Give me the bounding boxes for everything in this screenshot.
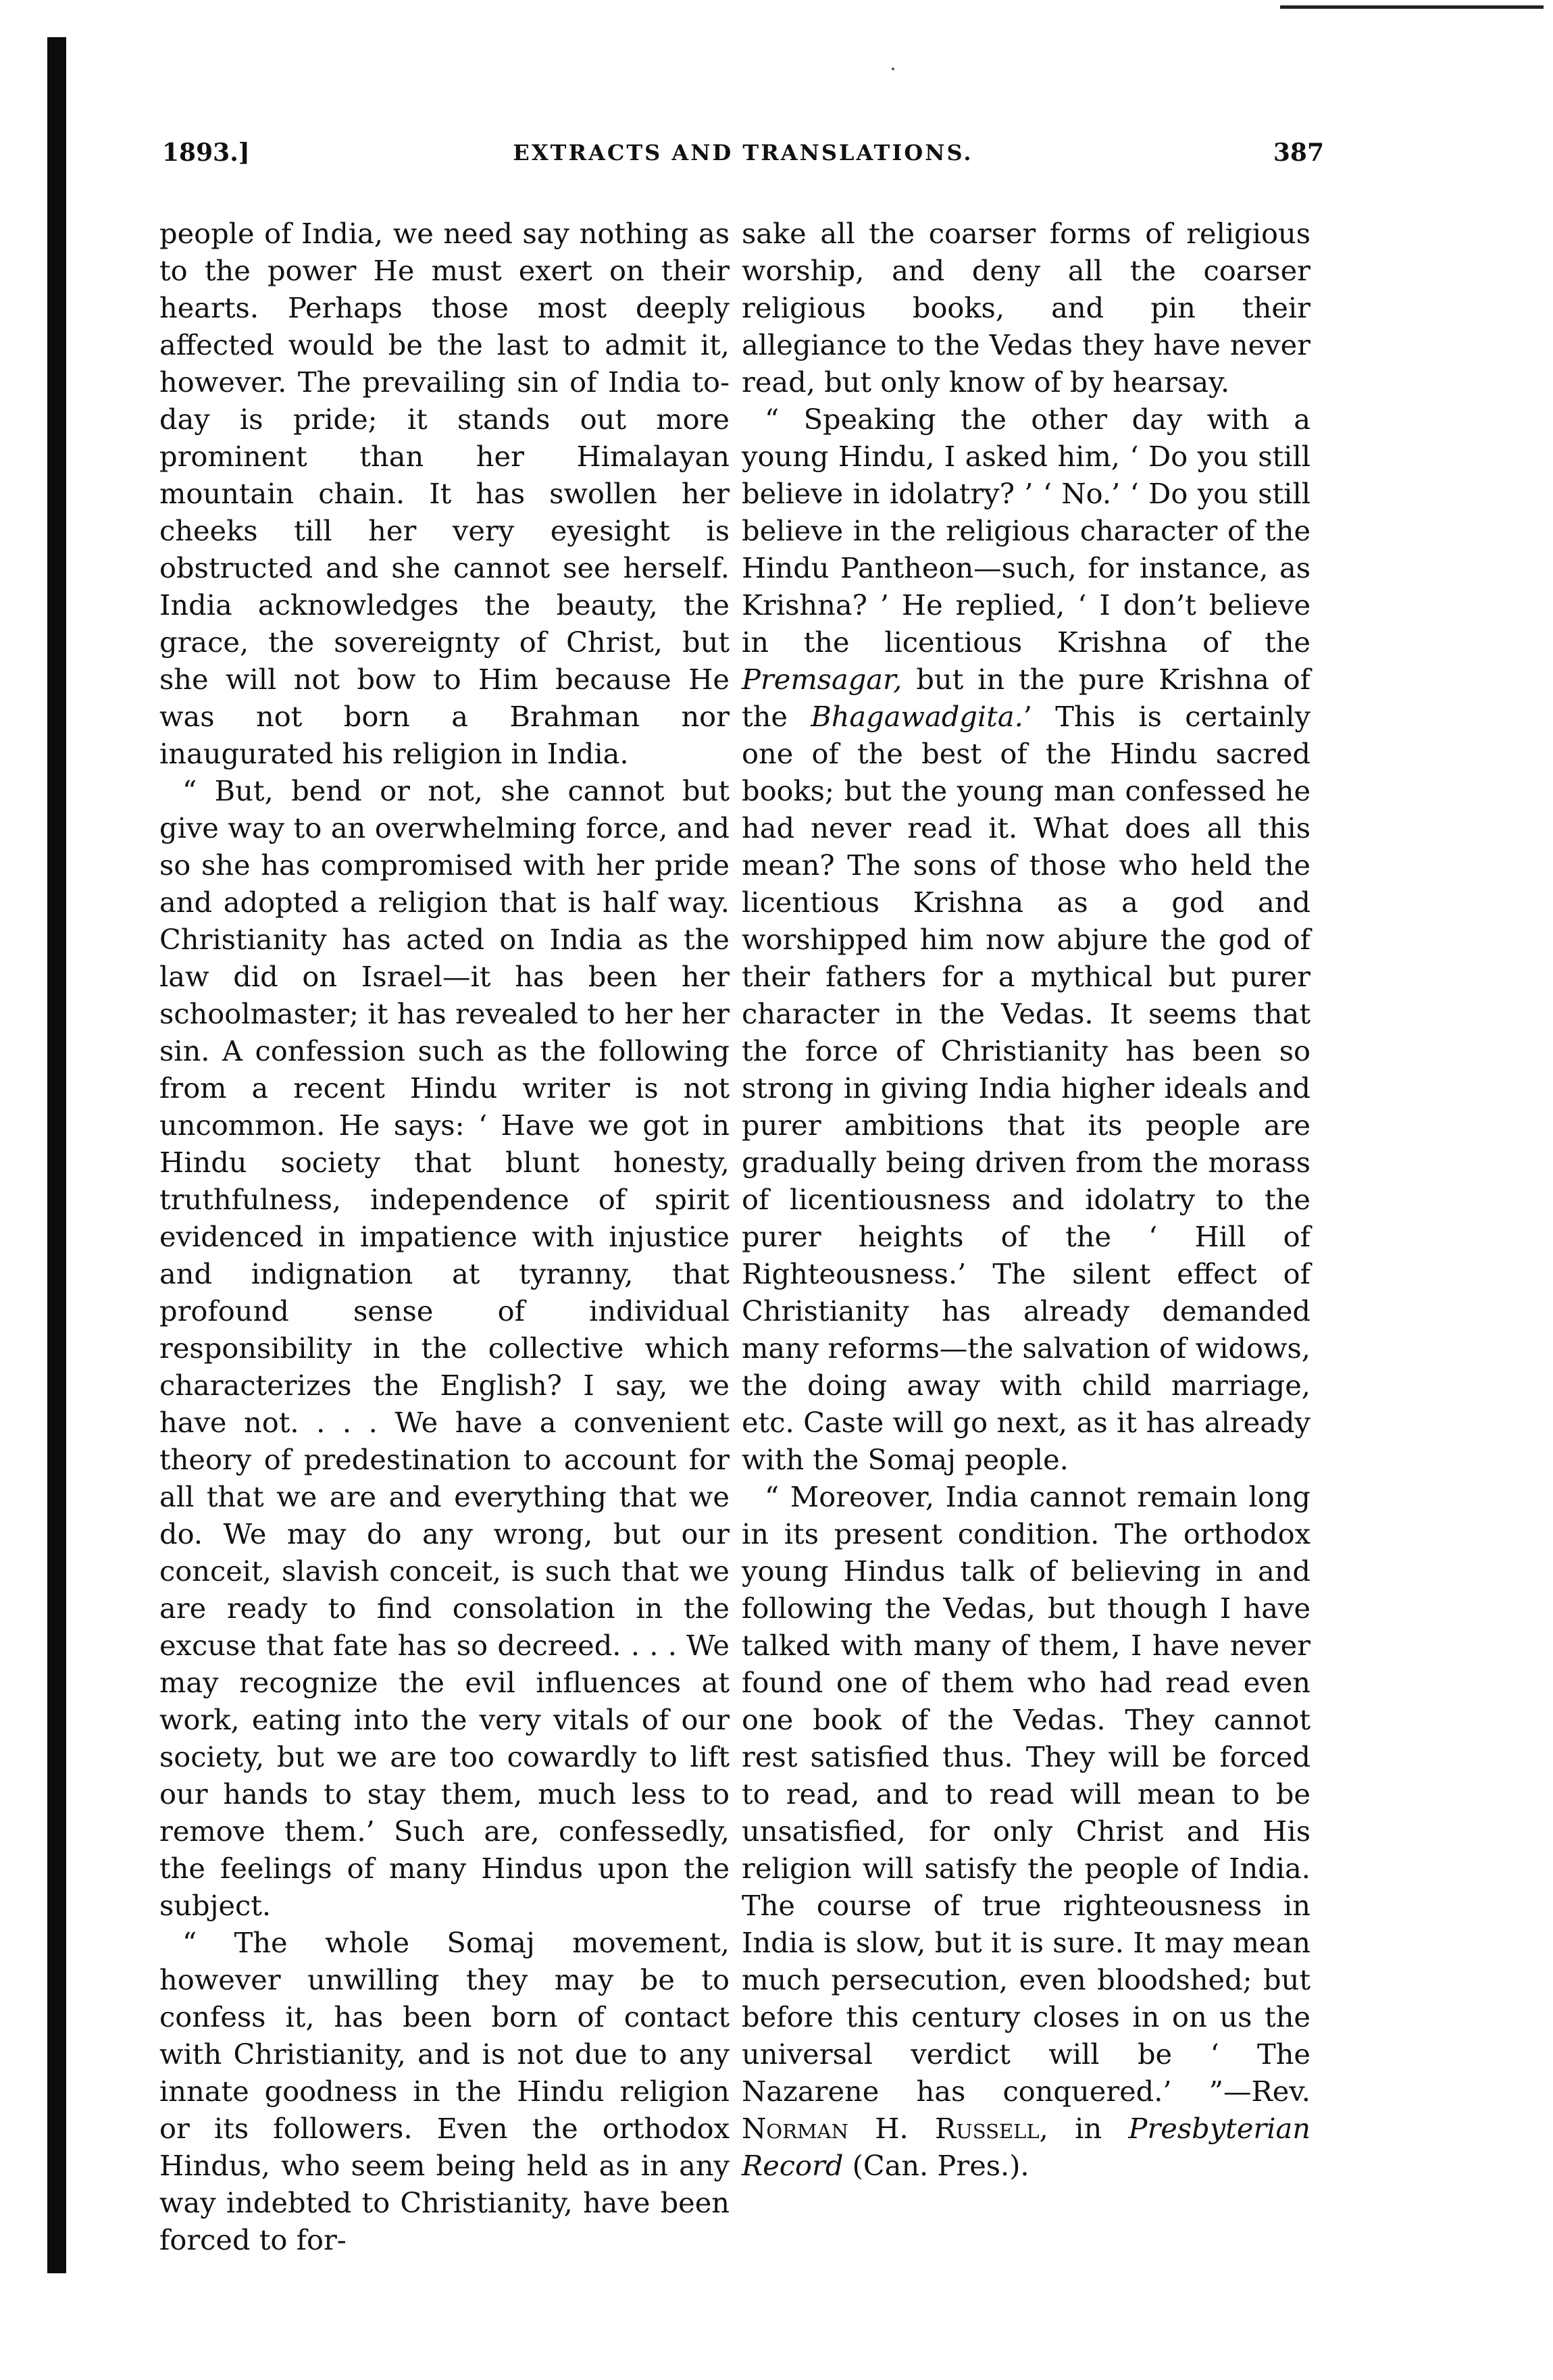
corner-rule bbox=[1280, 5, 1544, 9]
right-paragraph-3 bbox=[742, 1478, 1310, 2184]
source-publication: Presbyterian Record bbox=[742, 2112, 1310, 2182]
running-header bbox=[162, 138, 1324, 179]
right-paragraph-2 bbox=[742, 401, 1310, 1478]
left-paragraph-2: “ But, bend or not, she cannot but give way to an overwhelming force, and so she has compromised with her pride and adopted a religion that is half way. Christianity has acted on India as the law did on Israel—it has been her schoolmaster; it has revealed to her her sin. A confession such as the following from a recent Hindu writer is not uncommon. He says: ‘ Have we got in Hindu society that blunt honesty, truthfulness, independence of spirit evidenced in impatience with injustice and indignation at tyranny, that profound sense of individual responsibility in the collective which characterizes the English? I say, we have not. . . . We have a convenient theory of predestination to account for all that we are and everything that we do. We may do any wrong, but our conceit, slavish conceit, is such that we are ready to find consolation in the excuse that fate has so decreed. . . . We may recognize the evil influences at work, eating into the very vitals of our society, but we are too cowardly to lift our hands to stay them, much less to remove them.’ Such are, confessedly, the feelings of many Hindus upon the subject. bbox=[159, 774, 730, 1922]
author-name: Norman H. Russell, bbox=[742, 2112, 1048, 2145]
page-number: 387 bbox=[1273, 138, 1324, 167]
left-paragraph-1: people of India, we need say nothing as to the power He must exert on their hearts. Perhaps those most deeply affected would be the last to admit it, however. The prevailing sin of India to-day is pride; it stands out more prominent than her Himalayan mountain chain. It has swollen her cheeks till her very eyesight is obstructed and she cannot see herself. India acknowledges the beauty, the grace, the sovereignty of Christ, but she will not bow to Him because He was not born a Brahman nor inaugurated his religion in India. bbox=[159, 217, 730, 770]
right-paragraph-1: sake all the coarser forms of religious worship, and deny all the coarser religious books, and pin their allegiance to the Vedas they have never read, but only know of by hearsay. bbox=[742, 217, 1310, 399]
left-column bbox=[159, 215, 730, 2258]
right-paragraph-2-text-b: but in the pure Krishna of the bbox=[742, 663, 1310, 733]
title-premsagar: Premsagar, bbox=[742, 663, 902, 696]
scan-speck bbox=[892, 68, 894, 70]
right-paragraph-3-text: “ Moreover, India cannot remain long in its present condition. The orthodox young Hindus talk of believing in and following the Vedas, but though I have talked with many of them, I have never found one of them who had read even one book of the Vedas. They cannot rest satisfied thus. They will be forced to read, and to read will mean to be unsatisfied, for only Christ and His religion will satisfy the people of India. The course of true righteousness in India is slow, but it is sure. It may mean much persecution, even bloodshed; but before this century closes in on us the universal verdict will be ‘ The Nazarene has conquered.’ ”—Rev. bbox=[742, 1480, 1310, 2108]
right-column bbox=[742, 215, 1310, 2184]
right-paragraph-3-in: in bbox=[1048, 2112, 1129, 2145]
header-running-title: EXTRACTS AND TRANSLATIONS. bbox=[513, 140, 973, 166]
source-note: (Can. Pres.). bbox=[843, 2149, 1029, 2182]
header-year: 1893.] bbox=[162, 138, 250, 167]
right-paragraph-2-text-c: ’ This is certainly one of the best of the Hindu sacred books; but the young man confessed he had never read it. What does all this mean? The sons of those who held the licentious Krishna as a god and worshipped him now abjure the god of their fathers for a mythical but purer character in the Vedas. It seems that the force of Christianity has been so strong in giving India higher ideals and purer ambitions that its people are gradually being driven from the morass of licentiousness and idolatry to the purer heights of the ‘ Hill of Righteousness.’ The silent effect of Christianity has already demanded many reforms—the salvation of widows, the doing away with child marriage, etc. Caste will go next, as it has already with the Somaj people. bbox=[742, 700, 1310, 1476]
left-paragraph-3: “ The whole Somaj movement, however unwilling they may be to confess it, has been born of contact with Christianity, and is not due to any innate goodness in the Hindu religion or its followers. Even the orthodox Hindus, who seem being held as in any way indebted to Christianity, have been forced to for- bbox=[159, 1926, 730, 2256]
title-bhagawadgita: Bhagawadgita. bbox=[811, 700, 1023, 733]
book-spine-shadow bbox=[47, 37, 66, 2273]
right-paragraph-2-text-a: “ Speaking the other day with a young Hindu, I asked him, ‘ Do you still believe in idolatry? ’ ‘ No.’ ‘ Do you still believe in the religious character of the Hindu Pantheon—such, for instance, as Krishna? ’ He replied, ‘ I don’t believe in the licentious Krishna of the bbox=[742, 403, 1310, 659]
